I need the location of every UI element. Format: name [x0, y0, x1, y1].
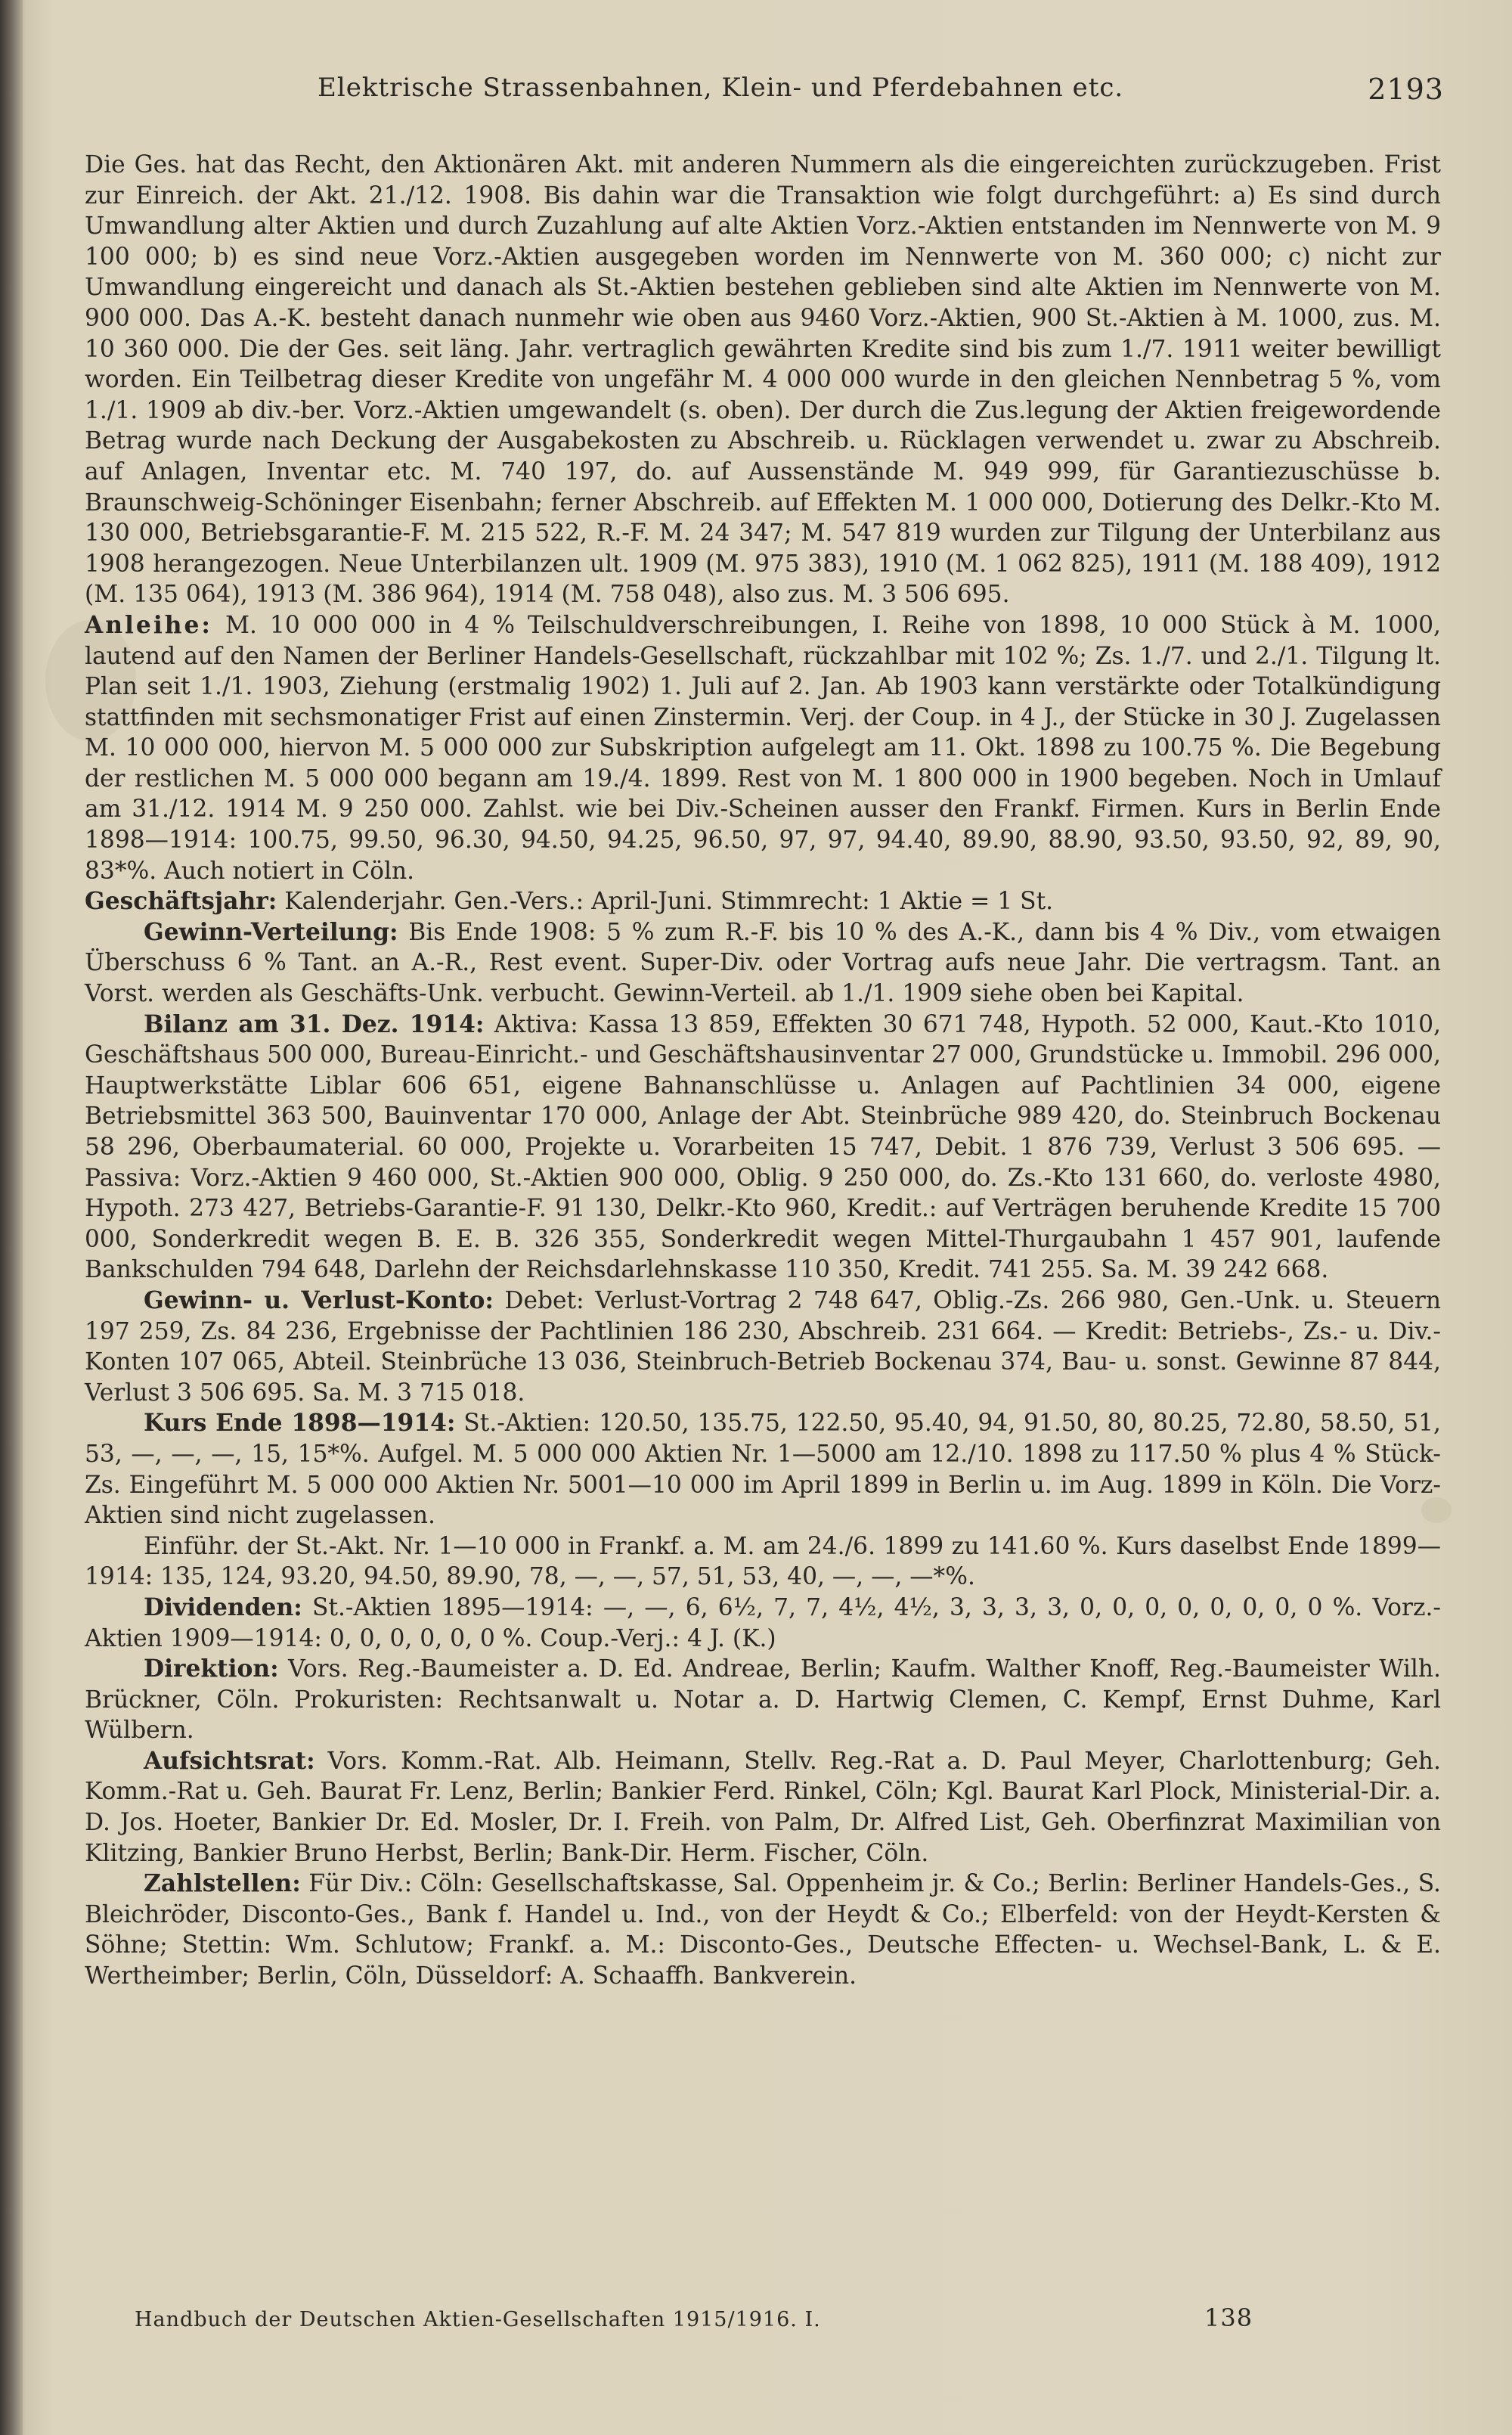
paragraph-anleihe [85, 610, 1441, 886]
running-footer [135, 2303, 1269, 2341]
section-label: Anleihe: [85, 611, 212, 639]
header-title: Elektrische Strassenbahnen, Klein- und Pferdebahnen etc. [318, 73, 1124, 103]
paragraph-text: Aktiva: Kassa 13 859, Effekten 30 671 748, Hypoth. 52 000, Kaut.-Kto 1010, Geschäftshaus 500 000, Bureau-Einricht.- und Geschäftshausinventar 27 000, Grundstücke u. Immobil. 296 000, Hauptwerkstätte Liblar 606 651, eigene Bahnanschlüsse u. Anlagen auf Pachtlinien 34 000, eigene Betriebsmittel 363 500, Bauinventar 170 000, Anlage der Abt. Steinbrüche 989 420, do. Steinbruch Bockenau 58 296, Oberbaumaterial. 60 000, Projekte u. Vorarbeiten 15 747, Debit. 1 876 739, Verlust 3 506 695. — Passiva: Vorz.-Aktien 9 460 000, St.-Aktien 900 000, Oblig. 9 250 000, do. Zs.-Kto 131 660, do. verloste 4980, Hypoth. 273 427, Betriebs-Garantie-F. 91 130, Delkr.-Kto 960, Kredit.: auf Verträgen beruhende Kredite 15 700 000, Sonderkredit wegen B. E. B. 326 355, Sonderkredit wegen Mittel-Thurgaubahn 1 457 901, laufende Bankschulden 794 648, Darlehn der Reichsdarlehnskasse 110 350, Kredit. 741 255. Sa. M. 39 242 668. [85, 1010, 1442, 1284]
page-number: 2193 [1368, 73, 1444, 106]
paragraph-direktion [85, 1654, 1441, 1746]
section-label: Gewinn- u. Verlust-Konto: [144, 1286, 494, 1314]
paragraph-text: Bis Ende 1908: 5 % zum R.-F. bis 10 % des A.-K., dann bis 4 % Div., vom etwaigen Überschuss 6 % Tant. an A.-R., Rest event. Super-Div. oder Vortrag aufs neue Jahr. Die vertragsm. Tant. an Vorst. werden als Geschäfts-Unk. verbucht. Gewinn-Verteil. ab 1./1. 1909 siehe oben bei Kapital. [85, 918, 1441, 1008]
page-body [85, 150, 1441, 1992]
paragraph-gewinn-verlust [85, 1286, 1441, 1408]
section-label: Bilanz am 31. Dez. 1914: [144, 1010, 485, 1038]
paragraph-text: Für Div.: Cöln: Gesellschaftskasse, Sal. Oppenheim jr. & Co.; Berlin: Berliner Handels-Ges., S. Bleichröder, Disconto-Ges., Bank f. Handel u. Ind., von der Heydt & Co.; Elberfeld: von der Heydt-Kersten & Söhne; Stettin: Wm. Schlutow; Frankf. a. M.: Disconto-Ges., Deutsche Effecten- u. Wechsel-Bank, L. & E. Wertheimber; Berlin, Cöln, Düsseldorf: A. Schaaffh. Bankverein. [85, 1870, 1441, 1990]
paragraph-text: Vors. Komm.-Rat. Alb. Heimann, Stellv. Reg.-Rat a. D. Paul Meyer, Charlottenburg; Geh. Komm.-Rat u. Geh. Baurat Fr. Lenz, Berlin; Bankier Ferd. Rinkel, Cöln; Kgl. Baurat Karl Plock, Ministerial-Dir. a. D. Jos. Hoeter, Bankier Dr. Ed. Mosler, Dr. I. Freih. von Palm, Dr. Alfred List, Geh. Oberfinzrat Maximilian von Klitzing, Bankier Bruno Herbst, Berlin; Bank-Dir. Herm. Fischer, Cöln. [85, 1747, 1441, 1867]
footer-text: Handbuch der Deutschen Aktien-Gesellschaften 1915/1916. I. [135, 2308, 821, 2331]
paragraph-text: Vors. Reg.-Baumeister a. D. Ed. Andreae, Berlin; Kaufm. Walther Knoff, Reg.-Baumeister Wilh. Brückner, Cöln. Prokuristen: Rechtsanwalt u. Notar a. D. Hartwig Clemen, C. Kempf, Ernst Duhme, Karl Wülbern. [85, 1655, 1441, 1745]
paragraph-text: M. 10 000 000 in 4 % Teilschuldverschreibungen, I. Reihe von 1898, 10 000 Stück à M. 1000, lautend auf den Namen der Berliner Handels-Gesellschaft, rückzahlbar mit 102 %; Zs. 1./7. und 2./1. Tilgung lt. Plan seit 1./1. 1903, Ziehung (erstmalig 1902) 1. Juli auf 2. Jan. Ab 1903 kann verstärkte oder Totalkündigung stattfinden mit sechsmonatiger Frist auf einen Zinstermin. Verj. der Coup. in 4 J., der Stücke in 30 J. Zugelassen M. 10 000 000, hiervon M. 5 000 000 zur Subskription aufgelegt am 11. Okt. 1898 zu 100.75 %. Die Begebung der restlichen M. 5 000 000 begann am 19./4. 1899. Rest von M. 1 800 000 in 1900 begeben. Noch in Umlauf am 31./12. 1914 M. 9 250 000. Zahlst. wie bei Div.-Scheinen ausser den Frankf. Firmen. Kurs in Berlin Ende 1898—1914: 100.75, 99.50, 96.30, 94.50, 94.25, 96.50, 97, 97, 94.40, 89.90, 88.90, 93.50, 93.50, 92, 89, 90, 83*%. Auch notiert in Cöln. [85, 611, 1441, 885]
paragraph-text: St.-Aktien 1895—1914: —, —, 6, 6½, 7, 7, 4½, 4½, 3, 3, 3, 3, 0, 0, 0, 0, 0, 0, 0, 0 %. Vorz.-Aktien 1909—1914: 0, 0, 0, 0, 0, 0 %. Coup.-Verj.: 4 J. (K.) [85, 1593, 1441, 1652]
paragraph-capital [85, 150, 1441, 610]
paragraph-einfuehrung [85, 1531, 1441, 1593]
paragraph-dividenden [85, 1593, 1441, 1654]
paragraph-text: Die Ges. hat das Recht, den Aktionären Akt. mit anderen Nummern als die eingereichten zurückzugeben. Frist zur Einreich. der Akt. 21./12. 1908. Bis dahin war die Transaktion wie folgt durchgeführt: a) Es sind durch Umwandlung alter Aktien und durch Zuzahlung auf alte Aktien Vorz.-Aktien entstanden im Nennwerte von M. 9 100 000; b) es sind neue Vorz.-Aktien ausgegeben worden im Nennwerte von M. 360 000; c) nicht zur Umwandlung eingereicht und danach als St.-Aktien bestehen geblieben sind alte Aktien im Nennwerte von M. 900 000. Das A.-K. besteht danach nunmehr wie oben aus 9460 Vorz.-Aktien, 900 St.-Aktien à M. 1000, zus. M. 10 360 000. Die der Ges. seit läng. Jahr. vertraglich gewährten Kredite sind bis zum 1./7. 1911 weiter bewilligt worden. Ein Teilbetrag dieser Kredite von ungefähr M. 4 000 000 wurde in den gleichen Nennbetrag 5 %, vom 1./1. 1909 ab div.-ber. Vorz.-Aktien umgewandelt (s. oben). Der durch die Zus.legung der Aktien freigewordende Betrag wurde nach Deckung der Ausgabekosten zu Abschreib. u. Rücklagen verwendet u. zwar zu Abschreib. auf Anlagen, Inventar etc. M. 740 197, do. auf Aussenstände M. 949 999, für Garantiezuschüsse b. Braunschweig-Schöninger Eisenbahn; ferner Abschreib. auf Effekten M. 1 000 000, Dotierung des Delkr.-Kto M. 130 000, Betriebsgarantie-F. M. 215 522, R.-F. M. 24 347; M. 547 819 wurden zur Tilgung der Unterbilanz aus 1908 herangezogen. Neue Unterbilanzen ult. 1909 (M. 975 383), 1910 (M. 1 062 825), 1911 (M. 188 409), 1912 (M. 135 064), 1913 (M. 386 964), 1914 (M. 758 048), also zus. M. 3 506 695. [85, 151, 1441, 609]
section-label: Gewinn-Verteilung: [144, 918, 398, 946]
section-label: Kurs Ende 1898—1914: [144, 1410, 456, 1438]
paragraph-gewinn-verteilung [85, 917, 1441, 1010]
paragraph-aufsichtsrat [85, 1746, 1441, 1869]
section-label: Aufsichtsrat: [144, 1747, 315, 1775]
section-label: Geschäftsjahr: [85, 888, 277, 916]
paragraph-text: Einführ. der St.-Akt. Nr. 1—10 000 in Frankf. a. M. am 24./6. 1899 zu 141.60 %. Kurs daselbst Ende 1899—1914: 135, 124, 93.20, 94.50, 89.90, 78, —, —, 57, 51, 53, 40, —, —, —*%. [85, 1532, 1441, 1591]
book-spine [0, 0, 23, 2435]
section-label: Direktion: [144, 1655, 279, 1683]
paragraph-text: Kalenderjahr. Gen.-Vers.: April-Juni. Stimmrecht: 1 Aktie = 1 St. [277, 888, 1054, 916]
running-header [318, 73, 1444, 110]
paragraph-bilanz [85, 1010, 1441, 1286]
section-label: Dividenden: [144, 1593, 302, 1621]
paragraph-text: Debet: Verlust-Vortrag 2 748 647, Oblig.-Zs. 266 980, Gen.-Unk. u. Steuern 197 259, Zs. 84 236, Ergebnisse der Pachtlinien 186 230, Abschreib. 231 664. — Kredit: Betriebs-, Zs.- u. Div.-Konten 107 065, Abteil. Steinbrüche 13 036, Steinbruch-Betrieb Bockenau 374, Bau- u. sonst. Gewinne 87 844, Verlust 3 506 695. Sa. M. 3 715 018. [85, 1286, 1441, 1407]
paragraph-kurs [85, 1408, 1441, 1531]
paragraph-text: St.-Aktien: 120.50, 135.75, 122.50, 95.40, 94, 91.50, 80, 80.25, 72.80, 58.50, 51, 53, —, —, —, 15, 15*%. Aufgel. M. 5 000 000 Aktien Nr. 1—5000 am 12./10. 1898 zu 117.50 % plus 4 % Stück-Zs. Eingeführt M. 5 000 000 Aktien Nr. 5001—10 000 im April 1899 in Berlin u. im Aug. 1899 in Köln. Die Vorz-Aktien sind nicht zugelassen. [85, 1410, 1441, 1530]
signature-mark: 138 [1204, 2303, 1253, 2332]
section-label: Zahlstellen: [144, 1870, 301, 1898]
paragraph-geschaeftsjahr [85, 886, 1441, 917]
paragraph-zahlstellen [85, 1869, 1441, 1991]
